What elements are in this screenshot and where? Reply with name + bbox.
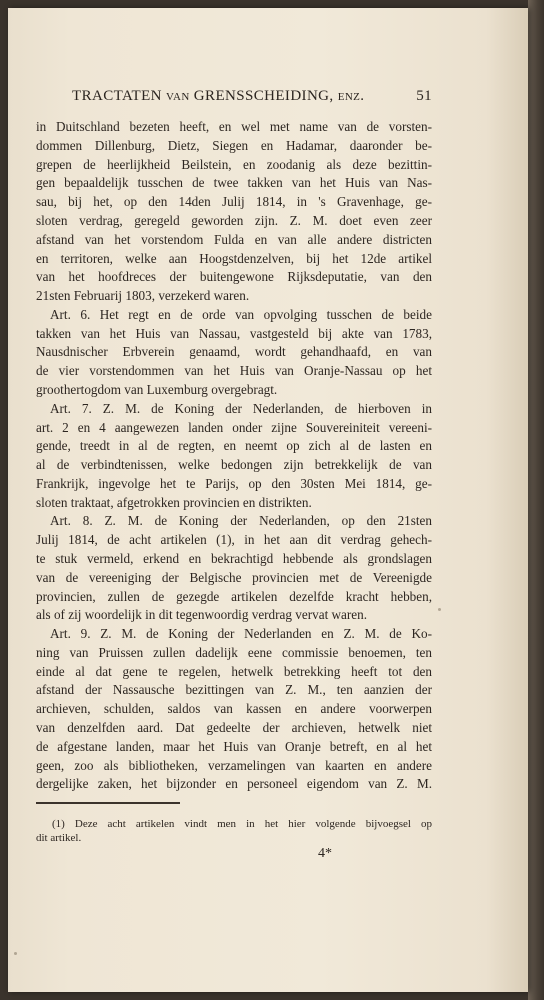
footnote-rule bbox=[36, 802, 180, 804]
text-line: ning van Pruissen zullen dadelijk eene commissie benoemen, ten bbox=[36, 644, 432, 660]
text-line: provincien, zullen de gezegde artikelen dezelfde kracht hebben, bbox=[36, 588, 432, 604]
text-line: van denzelfden aard. Dat gedeelte der archieven, hetwelk niet bbox=[36, 720, 432, 735]
text-line: afstand van het vorstendom Fulda en van alle andere districten bbox=[36, 231, 432, 247]
text-line: einde al dat gene te regelen, hetwelk betrekking heeft tot den bbox=[36, 663, 432, 679]
signature-mark: 4* bbox=[318, 846, 332, 861]
text-line: sloten verdrag, geregeld geworden zijn. Z. M. doet even zeer bbox=[36, 212, 432, 228]
text-line: en territoren, welke aan Hoogstdenzelven, bij het 12de artikel bbox=[36, 250, 432, 266]
text-line: te stuk vermeld, erkend en bekrachtigd hebbende als grondslagen bbox=[36, 550, 432, 566]
text-line: gen bepaaldelijk tusschen de twee takken van het Huis van Nas- bbox=[36, 175, 432, 191]
text-line: van de vereeniging der Belgische provincien met de Vereenigde bbox=[36, 569, 432, 585]
text-line: 21sten Februarij 1803, verzekerd waren. bbox=[36, 288, 250, 303]
text-line: archieven, schulden, saldos van kassen en andere voorwerpen bbox=[36, 701, 432, 717]
paper-speck bbox=[14, 952, 17, 955]
text-line: Art. 8. Z. M. de Koning der Nederlanden, op den 21sten bbox=[50, 513, 432, 529]
paper-speck bbox=[438, 608, 441, 611]
page-edge bbox=[528, 0, 544, 1000]
text-line: Julij 1814, de acht artikelen (1), in het aan dit verdrag gehech- bbox=[36, 532, 432, 548]
text-line: van het hoofdreces der buitengewone Rijksdeputatie, van den bbox=[36, 269, 432, 285]
text-line: groothertogdom van Luxemburg overgebragt. bbox=[36, 381, 278, 397]
text-line: sloten traktaat, afgetrokken provincien en distrikten. bbox=[36, 494, 312, 510]
text-line: Frankrijk, ingevolge het te Parijs, op den 30sten Mei 1814, ge- bbox=[36, 475, 432, 491]
text-line: afstand der Nassausche bezittingen van Z. M., ten aanzien der bbox=[36, 682, 432, 698]
text-line: dommen Dillenburg, Dietz, Siegen en Hadamar, daaronder be- bbox=[36, 137, 432, 153]
page-number: 51 bbox=[416, 88, 432, 104]
text-line: takken van het Huis van Nassau, vastgesteld bij akte van 1783, bbox=[36, 325, 432, 341]
text-line: al de verbindtenissen, welke bedongen zijn betrekkelijk de van bbox=[36, 457, 432, 472]
text-line: de vier vorstendommen van het Huis van Oranje-Nassau op het bbox=[36, 363, 432, 379]
text-line: de afgestane landen, maar het Huis van Oranje betreft, en al het bbox=[36, 738, 432, 754]
text-line: grepen de heerlijkheid Beilstein, en zoodanig als deze bezittin- bbox=[36, 156, 432, 172]
text-line: gende, treedt in al de regten, en neemt op zich al de lasten en bbox=[36, 438, 432, 454]
text-line: Art. 9. Z. M. de Koning der Nederlanden en Z. M. de Ko- bbox=[50, 626, 432, 642]
running-header bbox=[72, 88, 432, 105]
footnote-line: (1) Deze acht artikelen vindt men in het hier volgende bijvoegsel op bbox=[52, 818, 432, 830]
text-line: dergelijke zaken, het bijzonder en personeel eigendom van Z. M. bbox=[36, 776, 432, 792]
text-line: sau, bij het, op den 14den Julij 1814, in 's Gravenhage, ge- bbox=[36, 194, 432, 210]
running-title: TRACTATEN van GRENSSCHEIDING, enz. bbox=[72, 88, 365, 104]
text-line: art. 2 en 4 aangewezen landen onder zijne Souvereiniteit vereeni- bbox=[36, 419, 432, 435]
text-line: in Duitschland bezeten heeft, en wel met name van de vorsten- bbox=[36, 119, 432, 134]
text-line: Nausdnischer Erbverein genaamd, wordt gehandhaafd, en van bbox=[36, 344, 432, 360]
text-line: Art. 6. Het regt en de orde van opvolging tusschen de beide bbox=[50, 306, 432, 322]
footnote-line: dit artikel. bbox=[36, 832, 82, 844]
text-line: geen, zoo als bibliotheken, verzamelingen van kaarten en andere bbox=[36, 757, 432, 773]
text-line: Art. 7. Z. M. de Koning der Nederlanden, de hierboven in bbox=[50, 400, 432, 416]
text-line: als of zij woordelijk in dit tegenwoordig verdrag vervat waren. bbox=[36, 607, 368, 623]
